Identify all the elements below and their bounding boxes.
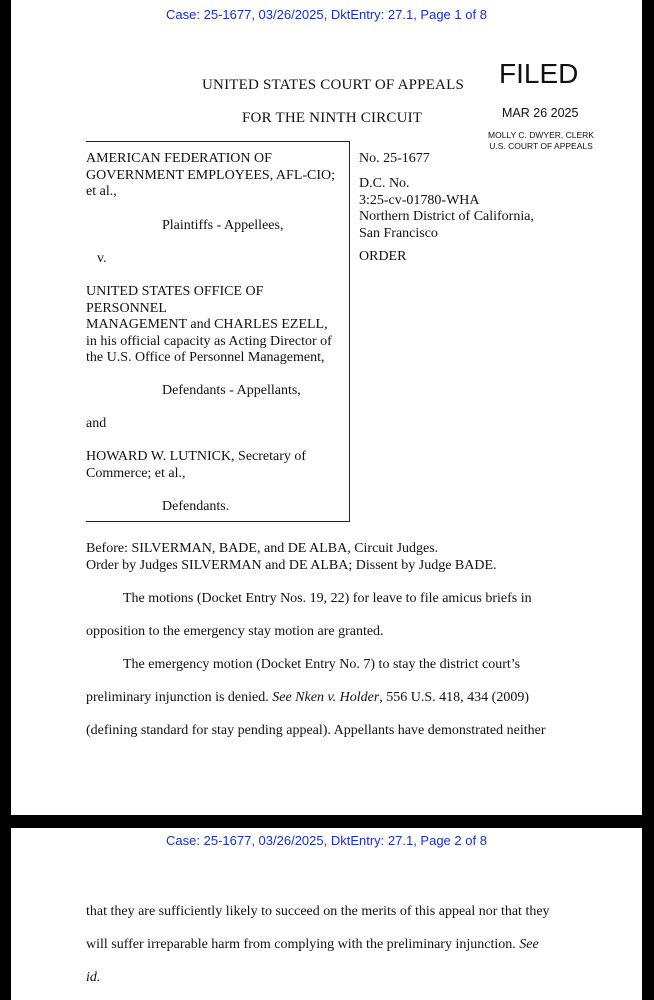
panel-line: Before: SILVERMAN, BADE, and DE ALBA, Circuit Judges. — [86, 541, 439, 556]
other-defendants-names: HOWARD W. LUTNICK, Secretary of Commerce; et al., — [86, 449, 307, 481]
court-name: UNITED STATES COURT OF APPEALS — [202, 77, 464, 93]
paragraph-1-line-2: opposition to the emergency stay motion are granted. — [86, 624, 384, 639]
district-court-info: D.C. No. 3:25-cv-01780-WHA Northern District of California, San Francisco — [359, 176, 534, 241]
caption-top-rule — [86, 141, 350, 142]
caption-bottom-rule — [86, 521, 350, 522]
paragraph-2-line-2: preliminary injunction is denied. See Nken v. Holder, 556 U.S. 418, 434 (2009) — [86, 690, 530, 705]
defendants-role: Defendants - Appellants, — [162, 383, 301, 398]
caption-divider — [349, 141, 350, 522]
versus: v. — [97, 251, 107, 266]
paragraph-2-line-3: (defining standard for stay pending appeal). Appellants have demonstrated neither — [86, 723, 546, 738]
other-defendants-role: Defendants. — [162, 499, 230, 514]
order-title: ORDER — [359, 249, 407, 264]
clerk-name: MOLLY C. DWYER, CLERK — [488, 130, 594, 140]
plaintiffs-role: Plaintiffs - Appellees, — [162, 218, 284, 233]
case-header: Case: 25-1677, 03/26/2025, DktEntry: 27.1, Page 1 of 8 — [166, 7, 487, 22]
paragraph-1-line-1: The motions (Docket Entry Nos. 19, 22) for leave to file amicus briefs in — [123, 591, 532, 606]
order-by-line: Order by Judges SILVERMAN and DE ALBA; Dissent by Judge BADE. — [86, 558, 497, 573]
document-page-2 — [11, 828, 642, 1000]
clerk-office: U.S. COURT OF APPEALS — [489, 141, 593, 151]
page-2-line-2: will suffer irreparable harm from complying with the preliminary injunction. See — [86, 937, 539, 952]
page-2-line-1: that they are sufficiently likely to succeed on the merits of this appeal nor that they — [86, 904, 550, 919]
filed-date: MAR 26 2025 — [502, 106, 579, 120]
document-page-1 — [11, 0, 642, 815]
case-citation: See Nken v. Holder — [272, 690, 380, 705]
see-signal: See — [519, 937, 539, 952]
paragraph-2-line-1: The emergency motion (Docket Entry No. 7) to stay the district court’s — [123, 657, 521, 672]
court-circuit: FOR THE NINTH CIRCUIT — [242, 110, 423, 126]
page-2-line-3: id. — [86, 970, 101, 985]
plaintiffs-names: AMERICAN FEDERATION OF GOVERNMENT EMPLOYEES, AFL-CIO; et al., — [86, 151, 336, 199]
caption-and: and — [86, 416, 107, 431]
defendants-names: UNITED STATES OFFICE OF PERSONNEL MANAGEMENT and CHARLES EZELL, in his official capacity as Acting Director of the U.S. Office of Personnel Management, — [86, 284, 332, 365]
clerk-stamp — [476, 130, 606, 152]
case-header: Case: 25-1677, 03/26/2025, DktEntry: 27.1, Page 2 of 8 — [166, 833, 487, 848]
filed-stamp: FILED — [499, 58, 579, 89]
docket-number: No. 25-1677 — [359, 151, 430, 166]
